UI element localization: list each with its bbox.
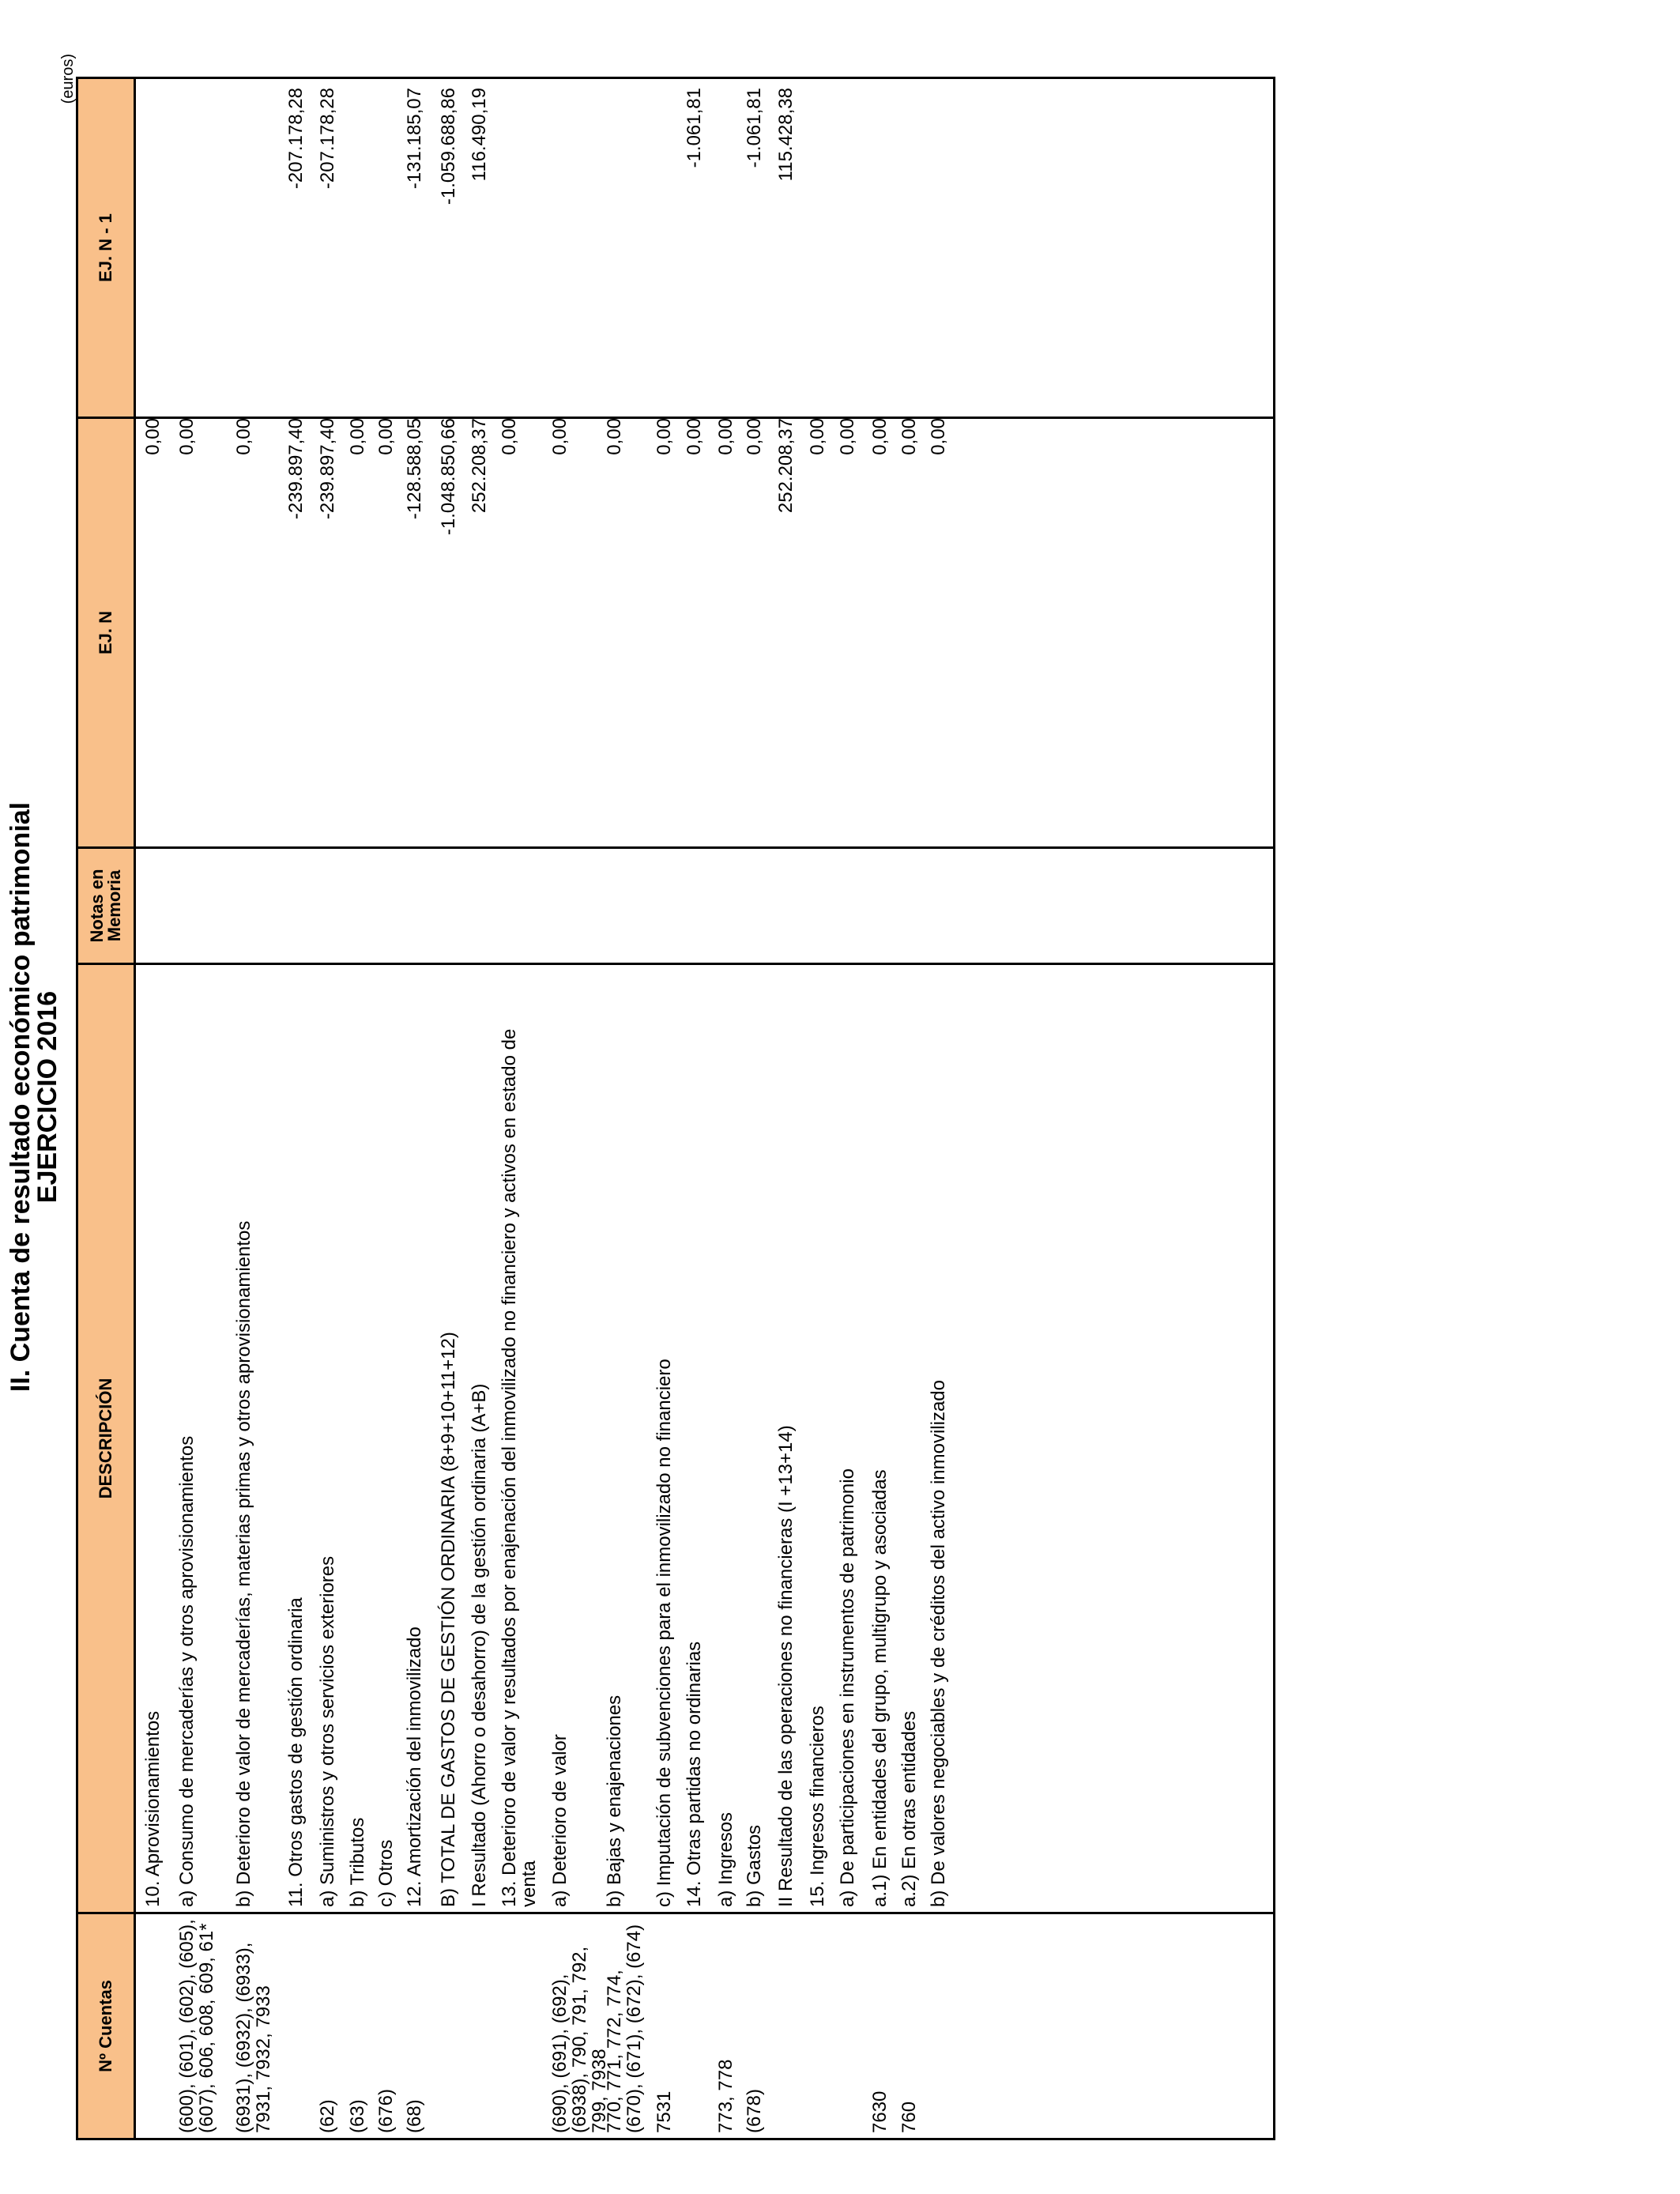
account-codes: (62)	[317, 2099, 338, 2133]
value-ej-n: 0,00	[744, 418, 765, 455]
header-divider	[134, 79, 136, 2138]
value-ej-n: -128.588,05	[404, 418, 425, 520]
account-codes: 7531	[654, 2090, 675, 2133]
value-ej-n: 0,00	[898, 418, 920, 455]
value-ej-n: 0,00	[869, 418, 891, 455]
row-description: a.2) En otras entidades	[898, 1710, 920, 1907]
value-ej-n: 0,00	[375, 418, 397, 455]
value-ej-n: 0,00	[176, 418, 198, 455]
row-description: b) Deterioro de valor de mercaderías, materias primas y otros aprovisionamientos	[233, 1220, 254, 1907]
value-ej-n1: -207.178,28	[317, 88, 338, 190]
header-ej-n1: EJ. N - 1	[78, 79, 134, 417]
row-description: c) Otros	[375, 1839, 397, 1907]
row-description: a) Suministros y otros servicios exteriores	[317, 1555, 338, 1907]
value-ej-n: 0,00	[142, 418, 164, 455]
header-descripcion: DESCRIPCIÓN	[78, 963, 134, 1912]
value-ej-n: -1.048.850,66	[438, 418, 459, 536]
row-description: 14. Otras partidas no ordinarias	[684, 1641, 705, 1907]
account-codes: 773, 778	[715, 2059, 736, 2133]
column-divider	[78, 846, 1273, 849]
value-ej-n: 252.208,37	[469, 418, 490, 514]
account-codes: (600), (601), (602), (605), (607), 606, 608, 609, 61*	[176, 1919, 217, 2133]
row-description: II Resultado de las operaciones no financieras (I +13+14)	[775, 1425, 797, 1907]
document-subtitle: EJERCICIO 2016	[32, 990, 62, 1204]
account-codes: (68)	[404, 2099, 425, 2133]
row-description: b) Bajas y enajenaciones	[604, 1695, 625, 1907]
value-ej-n: 0,00	[347, 418, 368, 455]
row-description: 13. Deterioro de valor y resultados por enajenación del inmovilizado no financiero y activos en estado de venta	[499, 1028, 540, 1907]
value-ej-n: 0,00	[837, 418, 858, 455]
value-ej-n1: -1.059.688,86	[438, 88, 459, 205]
value-ej-n1: -131.185,07	[404, 88, 425, 190]
value-ej-n1: -207.178,28	[285, 88, 307, 190]
value-ej-n: 0,00	[604, 418, 625, 455]
currency-unit-label: (euros)	[59, 54, 77, 104]
account-codes: (63)	[347, 2099, 368, 2133]
account-codes: 760	[898, 2101, 920, 2133]
row-description: B) TOTAL DE GASTOS DE GESTIÓN ORDINARIA (8+9+10+11+12)	[438, 1332, 459, 1907]
value-ej-n: 0,00	[233, 418, 254, 455]
row-description: a) Deterioro de valor	[549, 1734, 571, 1907]
column-divider	[78, 417, 1273, 419]
column-divider	[78, 963, 1273, 965]
header-notas-memoria: Notas en Memoria	[78, 846, 134, 963]
value-ej-n: 0,00	[928, 418, 949, 455]
row-description: b) Tributos	[347, 1817, 368, 1907]
row-description: a.1) En entidades del grupo, multigrupo y asociadas	[869, 1469, 891, 1907]
value-ej-n: 0,00	[499, 418, 520, 455]
value-ej-n: 252.208,37	[775, 418, 797, 514]
value-ej-n1: -1.061,81	[744, 88, 765, 168]
row-description: c) Imputación de subvenciones para el inmovilizado no financiero	[654, 1359, 675, 1907]
value-ej-n: -239.897,40	[285, 418, 307, 520]
account-codes: (678)	[744, 2088, 765, 2133]
row-description: b) Gastos	[744, 1824, 765, 1907]
results-table	[76, 77, 1275, 2140]
header-cuentas: Nº Cuentas	[78, 1912, 134, 2138]
value-ej-n1: -1.061,81	[684, 88, 705, 168]
row-description: a) De participaciones en instrumentos de patrimonio	[837, 1468, 858, 1907]
header-ej-n: EJ. N	[78, 417, 134, 846]
account-codes: (6931), (6932), (6933), 7931, 7932, 7933	[233, 1942, 274, 2133]
value-ej-n: 0,00	[654, 418, 675, 455]
value-ej-n1: 115.428,38	[775, 88, 797, 182]
row-description: 10. Aprovisionamientos	[142, 1710, 164, 1907]
row-description: a) Consumo de mercaderías y otros aprovisionamientos	[176, 1435, 198, 1907]
value-ej-n: 0,00	[807, 418, 828, 455]
row-description: 11. Otros gastos de gestión ordinaria	[285, 1597, 307, 1907]
value-ej-n: -239.897,40	[317, 418, 338, 520]
account-codes: 7630	[869, 2090, 891, 2133]
row-description: b) De valores negociables y de créditos del activo inmovilizado	[928, 1379, 949, 1907]
row-description: I Resultado (Ahorro o desahorro) de la gestión ordinaria (A+B)	[469, 1383, 490, 1907]
row-description: 15. Ingresos financieros	[807, 1706, 828, 1907]
value-ej-n: 0,00	[684, 418, 705, 455]
row-description: 12. Amortización del inmovilizado	[404, 1627, 425, 1907]
document-title: II. Cuenta de resultado económico patrimonial	[6, 801, 36, 1393]
account-codes: (690), (691), (692), (6938), 790, 791, 792, 799, 7938	[549, 1946, 610, 2133]
value-ej-n: 0,00	[715, 418, 736, 455]
column-divider	[78, 1912, 1273, 1914]
value-ej-n: 0,00	[549, 418, 571, 455]
account-codes: 770, 771, 772, 774, (670), (671), (672), (674)	[604, 1924, 645, 2133]
value-ej-n1: 116.490,19	[469, 88, 490, 182]
account-codes: (676)	[375, 2088, 397, 2133]
row-description: a) Ingresos	[715, 1811, 736, 1907]
